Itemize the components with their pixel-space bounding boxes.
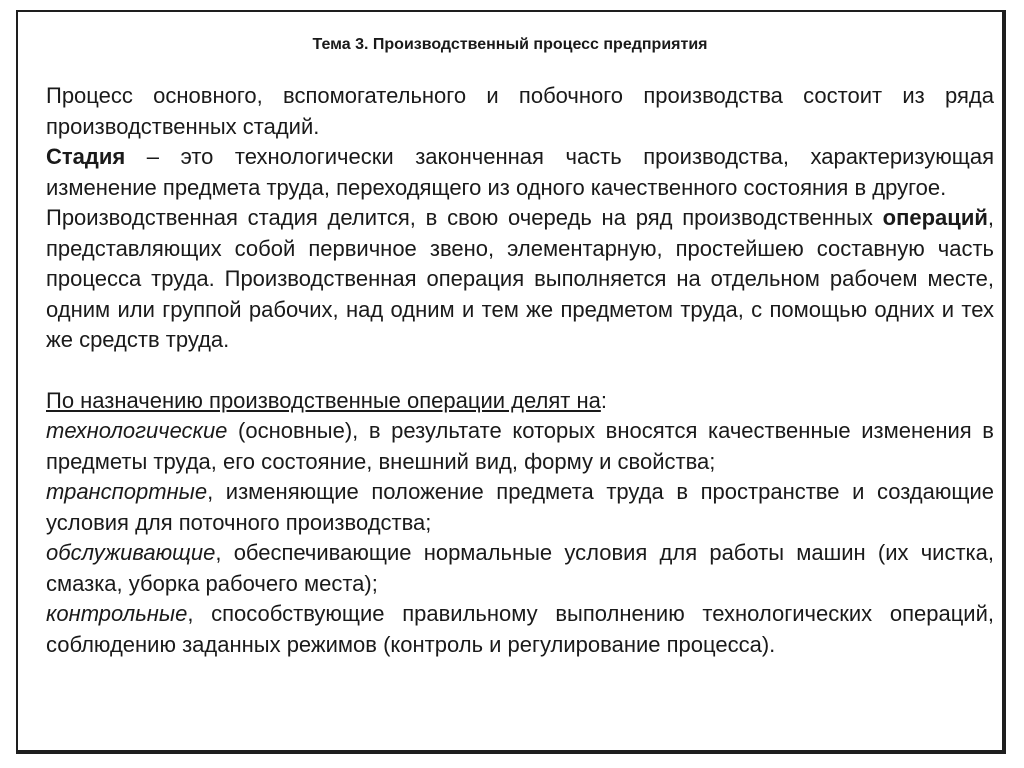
paragraph-process: Процесс основного, вспомогательного и побочного производства состоит из ряда производственных стадий. bbox=[46, 83, 994, 139]
term-operations: операций bbox=[882, 205, 988, 230]
slide-content bbox=[46, 81, 994, 660]
list-header bbox=[46, 386, 994, 417]
list-header-text: По назначению производственные операции делят на bbox=[46, 387, 601, 413]
paragraph-stage bbox=[46, 142, 994, 203]
item-text: , способствующие правильному выполнению технологических операций, соблюдению заданных режимов (контроль и регулирование процесса). bbox=[46, 601, 994, 657]
item-term: технологические bbox=[46, 418, 228, 443]
list-item-service bbox=[46, 538, 994, 599]
operations-definition: , представляющих собой первичное звено, элементарную, простейшею составную часть процесса труда. Производственная операция выполняется на отдельном рабочем месте, одним или группой рабочих, над одним и тем же предметом труда, с помощью одних и тех же средств труда. bbox=[46, 205, 994, 352]
slide-title: Тема 3. Производственный процесс предприятия bbox=[312, 36, 708, 53]
item-term: контрольные bbox=[46, 601, 188, 626]
list-item-technological bbox=[46, 416, 994, 477]
item-text: , обеспечивающие нормальные условия для работы машин (их чистка, смазка, уборка рабочего места); bbox=[46, 540, 994, 596]
list-item-control bbox=[46, 599, 994, 660]
list-item-transport bbox=[46, 477, 994, 538]
item-text: , изменяющие положение предмета труда в пространстве и создающие условия для поточного производства; bbox=[46, 479, 994, 535]
list-header-colon: : bbox=[600, 387, 607, 413]
item-term: обслуживающие bbox=[46, 540, 216, 565]
paragraph-operations bbox=[46, 203, 994, 356]
term-stage: Стадия bbox=[46, 144, 126, 169]
slide-frame bbox=[16, 10, 1006, 754]
stage-definition: – это технологически законченная часть производства, характеризующая изменение предмета труда, переходящего из одного качественного состояния в другое. bbox=[46, 144, 994, 200]
operations-intro: Производственная стадия делится, в свою очередь на ряд производственных bbox=[46, 205, 883, 230]
item-term: транспортные bbox=[46, 479, 208, 504]
spacer bbox=[46, 356, 994, 386]
item-text: (основные), в результате которых вносятся качественные изменения в предметы труда, его состояние, внешний вид, форму и свойства; bbox=[46, 418, 994, 474]
